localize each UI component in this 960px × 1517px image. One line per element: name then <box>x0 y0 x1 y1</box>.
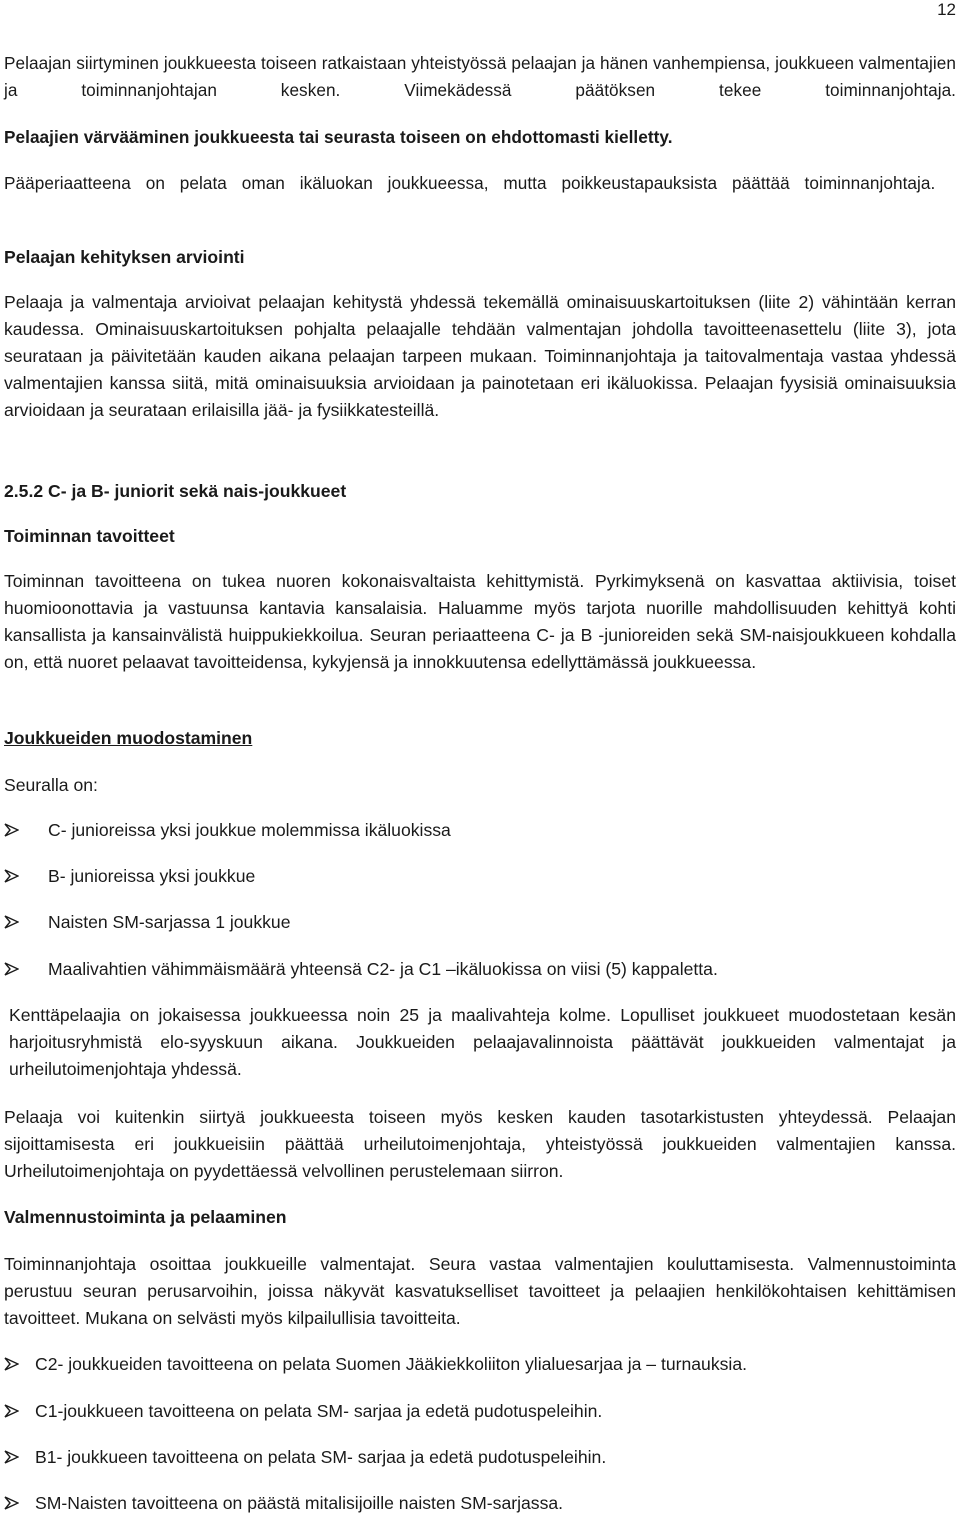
heading-coaching: Valmennustoiminta ja pelaaminen <box>4 1207 287 1227</box>
list-item-text: Maalivahtien vähimmäismäärä yhteensä C2- ja C1 –ikäluokissa on viisi (5) kappaletta. <box>48 959 718 979</box>
list-item <box>4 1491 563 1515</box>
list-item-text: C- junioreissa yksi joukkue molemmissa ikäluokissa <box>48 820 451 840</box>
heading-activity-goals: Toiminnan tavoitteet <box>4 526 175 546</box>
paragraph-age-group-principle: Pääperiaatteena on pelata oman ikäluokan joukkueessa, mutta poikkeustapauksista päättää toiminnanjohtaja. <box>4 173 936 193</box>
arrow-bullet-icon <box>4 823 48 837</box>
list-item-text: B1- joukkueen tavoitteena on pelata SM- sarjaa ja edetä pudotuspeleihin. <box>35 1447 607 1467</box>
list-item-text: Naisten SM-sarjassa 1 joukkue <box>48 912 291 932</box>
list-item <box>4 1445 606 1469</box>
arrow-bullet-icon <box>4 1357 35 1371</box>
club-has-label: Seuralla on: <box>4 775 98 795</box>
list-item-text: SM-Naisten tavoitteena on päästä mitalisijoille naisten SM-sarjassa. <box>35 1493 564 1513</box>
list-item <box>4 864 255 888</box>
arrow-bullet-icon <box>4 962 48 976</box>
list-item <box>4 818 451 842</box>
list-item <box>4 1352 747 1376</box>
list-item-text: C1-joukkueen tavoitteena on pelata SM- sarjaa ja edetä pudotuspeleihin. <box>35 1401 603 1421</box>
paragraph-mid-season-transfer: Pelaaja voi kuitenkin siirtyä joukkueesta toiseen myös kesken kauden tasotarkistusten yhteydessä. Pelaajan sijoittamisesta eri joukkueisiin päättää urheilutoimenjohtaja, yhteistyössä joukkueiden valmentajien kanssa. Urheilutoimenjohtaja on pyydettäessä velvollinen perustelemaan siirron. <box>4 1107 956 1181</box>
heading-player-evaluation: Pelaajan kehityksen arviointi <box>4 247 245 267</box>
heading-section-2-5-2: 2.5.2 C- ja B- juniorit sekä nais-joukkueet <box>4 481 347 501</box>
paragraph-field-players: Kenttäpelaajia on jokaisessa joukkueessa noin 25 ja maalivahteja kolme. Lopulliset joukkueet muodostetaan kesän harjoitusryhmistä elo-syyskuun aikana. Joukkueiden pelaajavalinnoista päättävät joukkueiden valmentajat ja urheilutoimenjohtaja yhdessä. <box>9 1005 956 1079</box>
list-item-text: C2- joukkueiden tavoitteena on pelata Suomen Jääkiekkoliiton ylialuesarjaa ja – turnauksia. <box>35 1354 748 1374</box>
list-item <box>4 910 291 934</box>
heading-team-formation: Joukkueiden muodostaminen <box>4 728 253 748</box>
paragraph-player-evaluation: Pelaaja ja valmentaja arvioivat pelaajan kehitystä yhdessä tekemällä ominaisuuskartoituksen (liite 2) vähintään kerran kaudessa. Ominaisuuskartoituksen pohjalta pelaajalle tehdään valmentajan johdolla tavoitteenasettelu (liite 3), jota seurataan ja päivitetään kauden aikana pelaajan tarpeen mukaan. Toiminnanjohtaja ja taitovalmentaja vastaa yhdessä valmentajien kanssa siitä, mitä ominaisuuksia arvioidaan ja painotetaan eri ikäluokissa. Pelaajan fyysisiä ominaisuuksia arvioidaan ja seurataan erilaisilla jää- ja fysiikkatesteillä. <box>4 292 956 420</box>
paragraph-recruiting-ban: Pelaajien värvääminen joukkueesta tai seurasta toiseen on ehdottomasti kielletty. <box>4 127 673 147</box>
paragraph-activity-goals: Toiminnan tavoitteena on tukea nuoren kokonaisvaltaista kehittymistä. Pyrkimyksenä on kasvattaa aktiivisia, toiset huomioonottavia ja vastuunsa kantavia kansalaisia. Haluamme myös tarjota nuorille mahdollisuuden kehittyä kohti kansallista ja kansainvälistä huippukiekkoilua. Seuran periaatteena C- ja B -junioreiden sekä SM-naisjoukkueen kohdalla on, että nuoret pelaavat tavoitteidensa, kykyjensä ja innokkuutensa edellyttämässä joukkueessa. <box>4 571 956 672</box>
arrow-bullet-icon <box>4 1496 35 1510</box>
list-item <box>4 1399 602 1423</box>
arrow-bullet-icon <box>4 915 48 929</box>
arrow-bullet-icon <box>4 1450 35 1464</box>
paragraph-coaching: Toiminnanjohtaja osoittaa joukkueille valmentajat. Seura vastaa valmentajien kouluttamisesta. Valmennustoiminta perustuu seuran perusarvoihin, joissa näkyvät kasvatukselliset tavoitteet ja pelaajien henkilökohtaisen kehittämisen tavoitteet. Mukana on selvästi myös kilpailullisia tavoitteita. <box>4 1254 956 1328</box>
paragraph-player-transfer: Pelaajan siirtyminen joukkueesta toiseen ratkaistaan yhteistyössä pelaajan ja hänen vanhempiensa, joukkueen valmentajien ja toiminnanjohtajan kesken. Viimekädessä päätöksen tekee toiminnanjohtaja. <box>4 53 956 100</box>
list-item <box>4 957 718 981</box>
page-number: 12 <box>937 0 956 19</box>
arrow-bullet-icon <box>4 869 48 883</box>
text-club-has <box>4 773 98 797</box>
list-item-text: B- junioreissa yksi joukkue <box>48 866 256 886</box>
arrow-bullet-icon <box>4 1404 35 1418</box>
